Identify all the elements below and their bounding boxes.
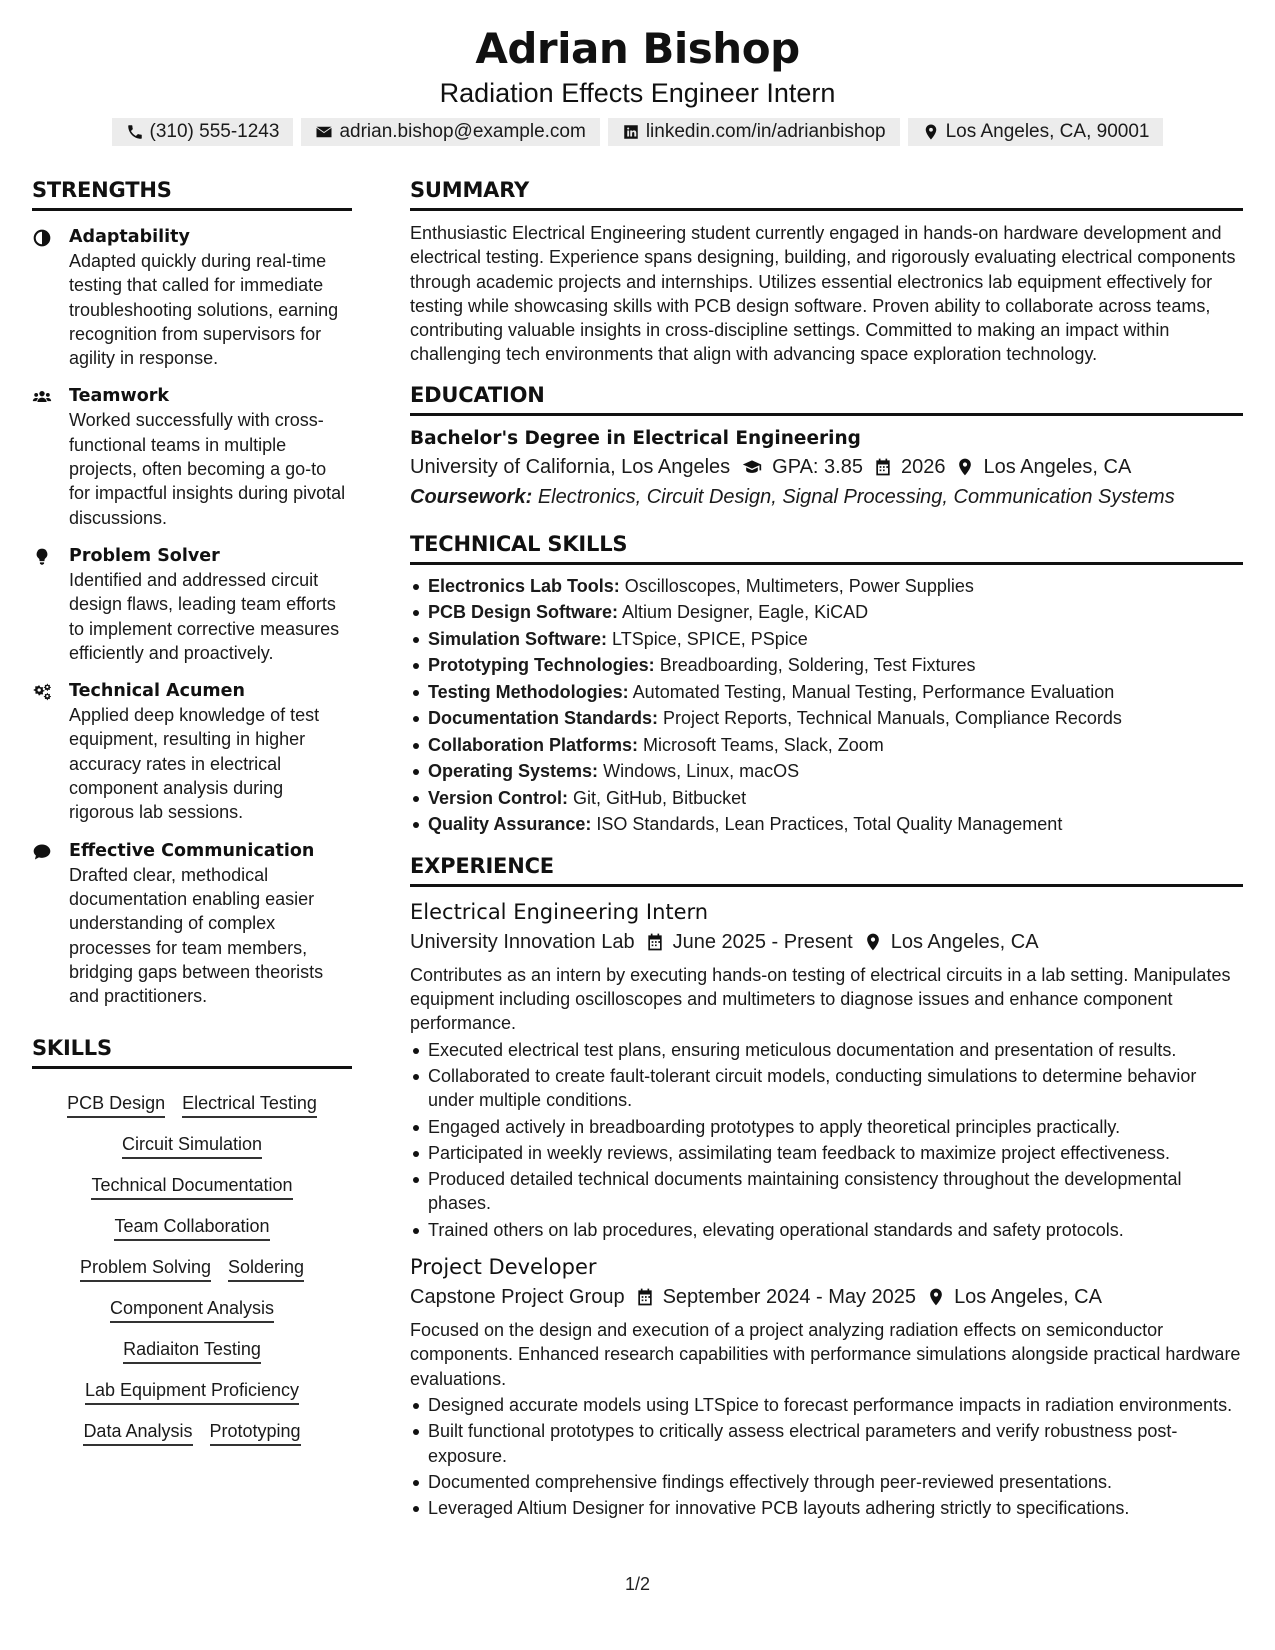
education-location: Los Angeles, CA bbox=[983, 455, 1132, 478]
education-heading: EDUCATION bbox=[410, 383, 1243, 416]
skills-heading: SKILLS bbox=[32, 1036, 352, 1069]
skills-list bbox=[32, 1077, 352, 1446]
graduation-year: 2026 bbox=[900, 455, 946, 478]
contact-location-text: Los Angeles, CA, 90001 bbox=[945, 121, 1150, 142]
left-column bbox=[32, 178, 352, 1520]
list-item: Engaged actively in breadboarding prototypes to apply theoretical principles practically. bbox=[410, 1115, 1243, 1139]
job-dates: June 2025 - Present bbox=[672, 930, 853, 953]
job-title: Project Developer bbox=[410, 1255, 597, 1280]
skill-tag: Radiaiton Testing bbox=[123, 1337, 261, 1364]
job-meta bbox=[410, 1282, 1243, 1312]
experience-heading: EXPERIENCE bbox=[410, 854, 1243, 887]
strength-title: Effective Communication bbox=[69, 840, 315, 861]
job-description: Focused on the design and execution of a project analyzing radiation effects on semiconductor components. Enhanced research capabilities with performance simulations alongside practical hardware evaluations. bbox=[410, 1320, 1241, 1389]
calendar-icon bbox=[873, 457, 893, 477]
list-item: Participated in weekly reviews, assimilating team feedback to maximize project effectiveness. bbox=[410, 1141, 1243, 1165]
location-pin-icon bbox=[922, 123, 940, 141]
gears-icon bbox=[32, 682, 52, 702]
skill-tag: Problem Solving bbox=[80, 1255, 211, 1282]
contact-phone[interactable] bbox=[112, 118, 294, 146]
job-entry bbox=[410, 897, 1243, 1242]
speech-bubble-icon bbox=[32, 842, 52, 862]
summary-text: Enthusiastic Electrical Engineering student currently engaged in hands-on hardware development and electrical testing. Experience spans designing, building, and rigorously evaluating electrical components through academic projects and internships. Utilizes essential electronics lab equipment effectively for testing while showcasing skills with PCB design software. Proven ability to collaborate across teams, contributing valuable insights in cross-discipline settings. Committed to making an impact within challenging tech environments that align with advancing space exploration technology. bbox=[410, 223, 1236, 365]
coursework bbox=[410, 482, 1243, 512]
list-item: PCB Design Software: Altium Designer, Eagle, KiCAD bbox=[410, 599, 1243, 626]
strength-item bbox=[32, 225, 352, 370]
list-item: Trained others on lab procedures, elevating operational standards and safety protocols. bbox=[410, 1218, 1243, 1242]
users-icon bbox=[32, 387, 52, 407]
list-item: Built functional prototypes to critically assess electrical parameters and verify robustness post-exposure. bbox=[410, 1419, 1243, 1468]
resume-body bbox=[32, 178, 1243, 1520]
gpa: GPA: 3.85 bbox=[772, 455, 863, 478]
strength-desc: Drafted clear, methodical documentation enabling easier understanding of complex processes for team members, bridging gaps between theorists and practitioners. bbox=[69, 864, 324, 1007]
graduation-cap-icon bbox=[740, 457, 764, 477]
list-item: Prototyping Technologies: Breadboarding, Soldering, Test Fixtures bbox=[410, 652, 1243, 679]
resume-header bbox=[0, 0, 1275, 146]
summary-heading: SUMMARY bbox=[410, 178, 1243, 211]
list-item: Operating Systems: Windows, Linux, macOS bbox=[410, 758, 1243, 785]
calendar-icon bbox=[635, 1287, 655, 1307]
skill-tag: Circuit Simulation bbox=[122, 1132, 262, 1159]
lightbulb-icon bbox=[32, 547, 52, 567]
job-meta bbox=[410, 927, 1243, 957]
list-item: Quality Assurance: ISO Standards, Lean Practices, Total Quality Management bbox=[410, 811, 1243, 838]
list-item: Documentation Standards: Project Reports, Technical Manuals, Compliance Records bbox=[410, 705, 1243, 732]
right-column bbox=[410, 178, 1243, 1520]
list-item: Collaborated to create fault-tolerant circuit models, conducting simulations to determine behavior under multiple conditions. bbox=[410, 1064, 1243, 1113]
skill-tag: Lab Equipment Proficiency bbox=[85, 1378, 299, 1405]
list-item: Electronics Lab Tools: Oscilloscopes, Multimeters, Power Supplies bbox=[410, 573, 1243, 600]
location-pin-icon bbox=[955, 457, 975, 477]
half-circle-icon bbox=[32, 228, 52, 248]
list-item: Version Control: Git, GitHub, Bitbucket bbox=[410, 785, 1243, 812]
skill-tag: Prototyping bbox=[210, 1419, 301, 1446]
contact-email[interactable] bbox=[301, 118, 599, 146]
contact-phone-text: (310) 555-1243 bbox=[149, 121, 280, 142]
strength-desc: Identified and addressed circuit design flaws, leading team efforts to implement corrective measures efficiently and proactively. bbox=[69, 569, 340, 663]
contact-location bbox=[908, 118, 1164, 146]
education-section bbox=[410, 383, 1243, 512]
strength-item bbox=[32, 544, 352, 665]
job-location: Los Angeles, CA bbox=[954, 1286, 1102, 1309]
list-item: Documented comprehensive findings effectively through peer-reviewed presentations. bbox=[410, 1470, 1243, 1494]
list-item: Executed electrical test plans, ensuring meticulous documentation and presentation of results. bbox=[410, 1038, 1243, 1062]
phone-icon bbox=[126, 123, 144, 141]
strength-desc: Applied deep knowledge of test equipment, resulting in higher accuracy rates in electrical component analysis during rigorous lab sessions. bbox=[69, 705, 320, 823]
contact-linkedin-text: linkedin.com/in/adrianbishop bbox=[645, 121, 886, 142]
job-dates: September 2024 - May 2025 bbox=[662, 1286, 917, 1309]
strength-item bbox=[32, 679, 352, 824]
skills-section bbox=[32, 1036, 352, 1446]
list-item: Produced detailed technical documents maintaining consistency throughout the developmental phases. bbox=[410, 1167, 1243, 1216]
strength-title: Problem Solver bbox=[69, 545, 220, 566]
strength-desc: Adapted quickly during real-time testing that called for immediate troubleshooting solutions, earning recognition from supervisors for agility in response. bbox=[69, 251, 339, 369]
strength-title: Teamwork bbox=[69, 386, 169, 407]
strength-title: Adaptability bbox=[69, 227, 190, 247]
skill-tag: Electrical Testing bbox=[182, 1091, 317, 1118]
contact-linkedin[interactable] bbox=[608, 118, 900, 146]
degree-title: Bachelor's Degree in Electrical Engineering bbox=[410, 427, 861, 449]
list-item: Designed accurate models using LTSpice to forecast performance impacts in radiation environments. bbox=[410, 1393, 1243, 1417]
candidate-name: Adrian Bishop bbox=[475, 24, 800, 73]
job-description: Contributes as an intern by executing hands-on testing of electrical circuits in a lab setting. Manipulates equipment including oscilloscopes and multimeters to diagnose issues and enhance component performance. bbox=[410, 964, 1231, 1034]
location-pin-icon bbox=[926, 1287, 946, 1307]
linkedin-icon bbox=[622, 123, 640, 141]
experience-section bbox=[410, 854, 1243, 1521]
technical-skills-heading: TECHNICAL SKILLS bbox=[410, 532, 1243, 565]
technical-skills-list bbox=[410, 573, 1243, 838]
coursework-label: Coursework: bbox=[410, 485, 533, 508]
school-name: University of California, Los Angeles bbox=[410, 455, 731, 478]
job-bullets bbox=[410, 1393, 1243, 1520]
list-item: Testing Methodologies: Automated Testing, Manual Testing, Performance Evaluation bbox=[410, 679, 1243, 706]
education-meta bbox=[410, 452, 1243, 482]
skill-tag: Team Collaboration bbox=[114, 1214, 269, 1241]
skill-tag: PCB Design bbox=[67, 1091, 165, 1118]
strength-item bbox=[32, 839, 352, 1009]
technical-skills-section bbox=[410, 532, 1243, 838]
strength-item bbox=[32, 384, 352, 529]
contact-email-text: adrian.bishop@example.com bbox=[339, 121, 586, 142]
job-bullets bbox=[410, 1038, 1243, 1242]
list-item: Collaboration Platforms: Microsoft Teams, Slack, Zoom bbox=[410, 732, 1243, 759]
job-org: University Innovation Lab bbox=[410, 930, 635, 953]
coursework-list: Electronics, Circuit Design, Signal Processing, Communication Systems bbox=[537, 485, 1175, 508]
candidate-title: Radiation Effects Engineer Intern bbox=[439, 78, 836, 108]
list-item: Leveraged Altium Designer for innovative PCB layouts adhering strictly to specifications. bbox=[410, 1496, 1243, 1520]
skill-tag: Component Analysis bbox=[110, 1296, 274, 1323]
job-org: Capstone Project Group bbox=[410, 1286, 625, 1309]
job-entry bbox=[410, 1252, 1243, 1520]
strength-title: Technical Acumen bbox=[69, 681, 245, 702]
skill-tag: Technical Documentation bbox=[91, 1173, 292, 1200]
strengths-heading: STRENGTHS bbox=[32, 178, 352, 211]
skill-tag: Soldering bbox=[228, 1255, 304, 1282]
job-title: Electrical Engineering Intern bbox=[410, 899, 709, 924]
location-pin-icon bbox=[863, 932, 883, 952]
page-number: 1/2 bbox=[624, 1574, 651, 1594]
job-location: Los Angeles, CA bbox=[890, 930, 1039, 953]
envelope-icon bbox=[315, 123, 333, 141]
contact-bar bbox=[0, 118, 1275, 146]
list-item: Simulation Software: LTSpice, SPICE, PSpice bbox=[410, 626, 1243, 653]
calendar-icon bbox=[645, 932, 665, 952]
skill-tag: Data Analysis bbox=[83, 1419, 192, 1446]
strength-desc: Worked successfully with cross-functional teams in multiple projects, often becoming a go-to for impactful insights during pivotal discussions. bbox=[69, 410, 346, 528]
